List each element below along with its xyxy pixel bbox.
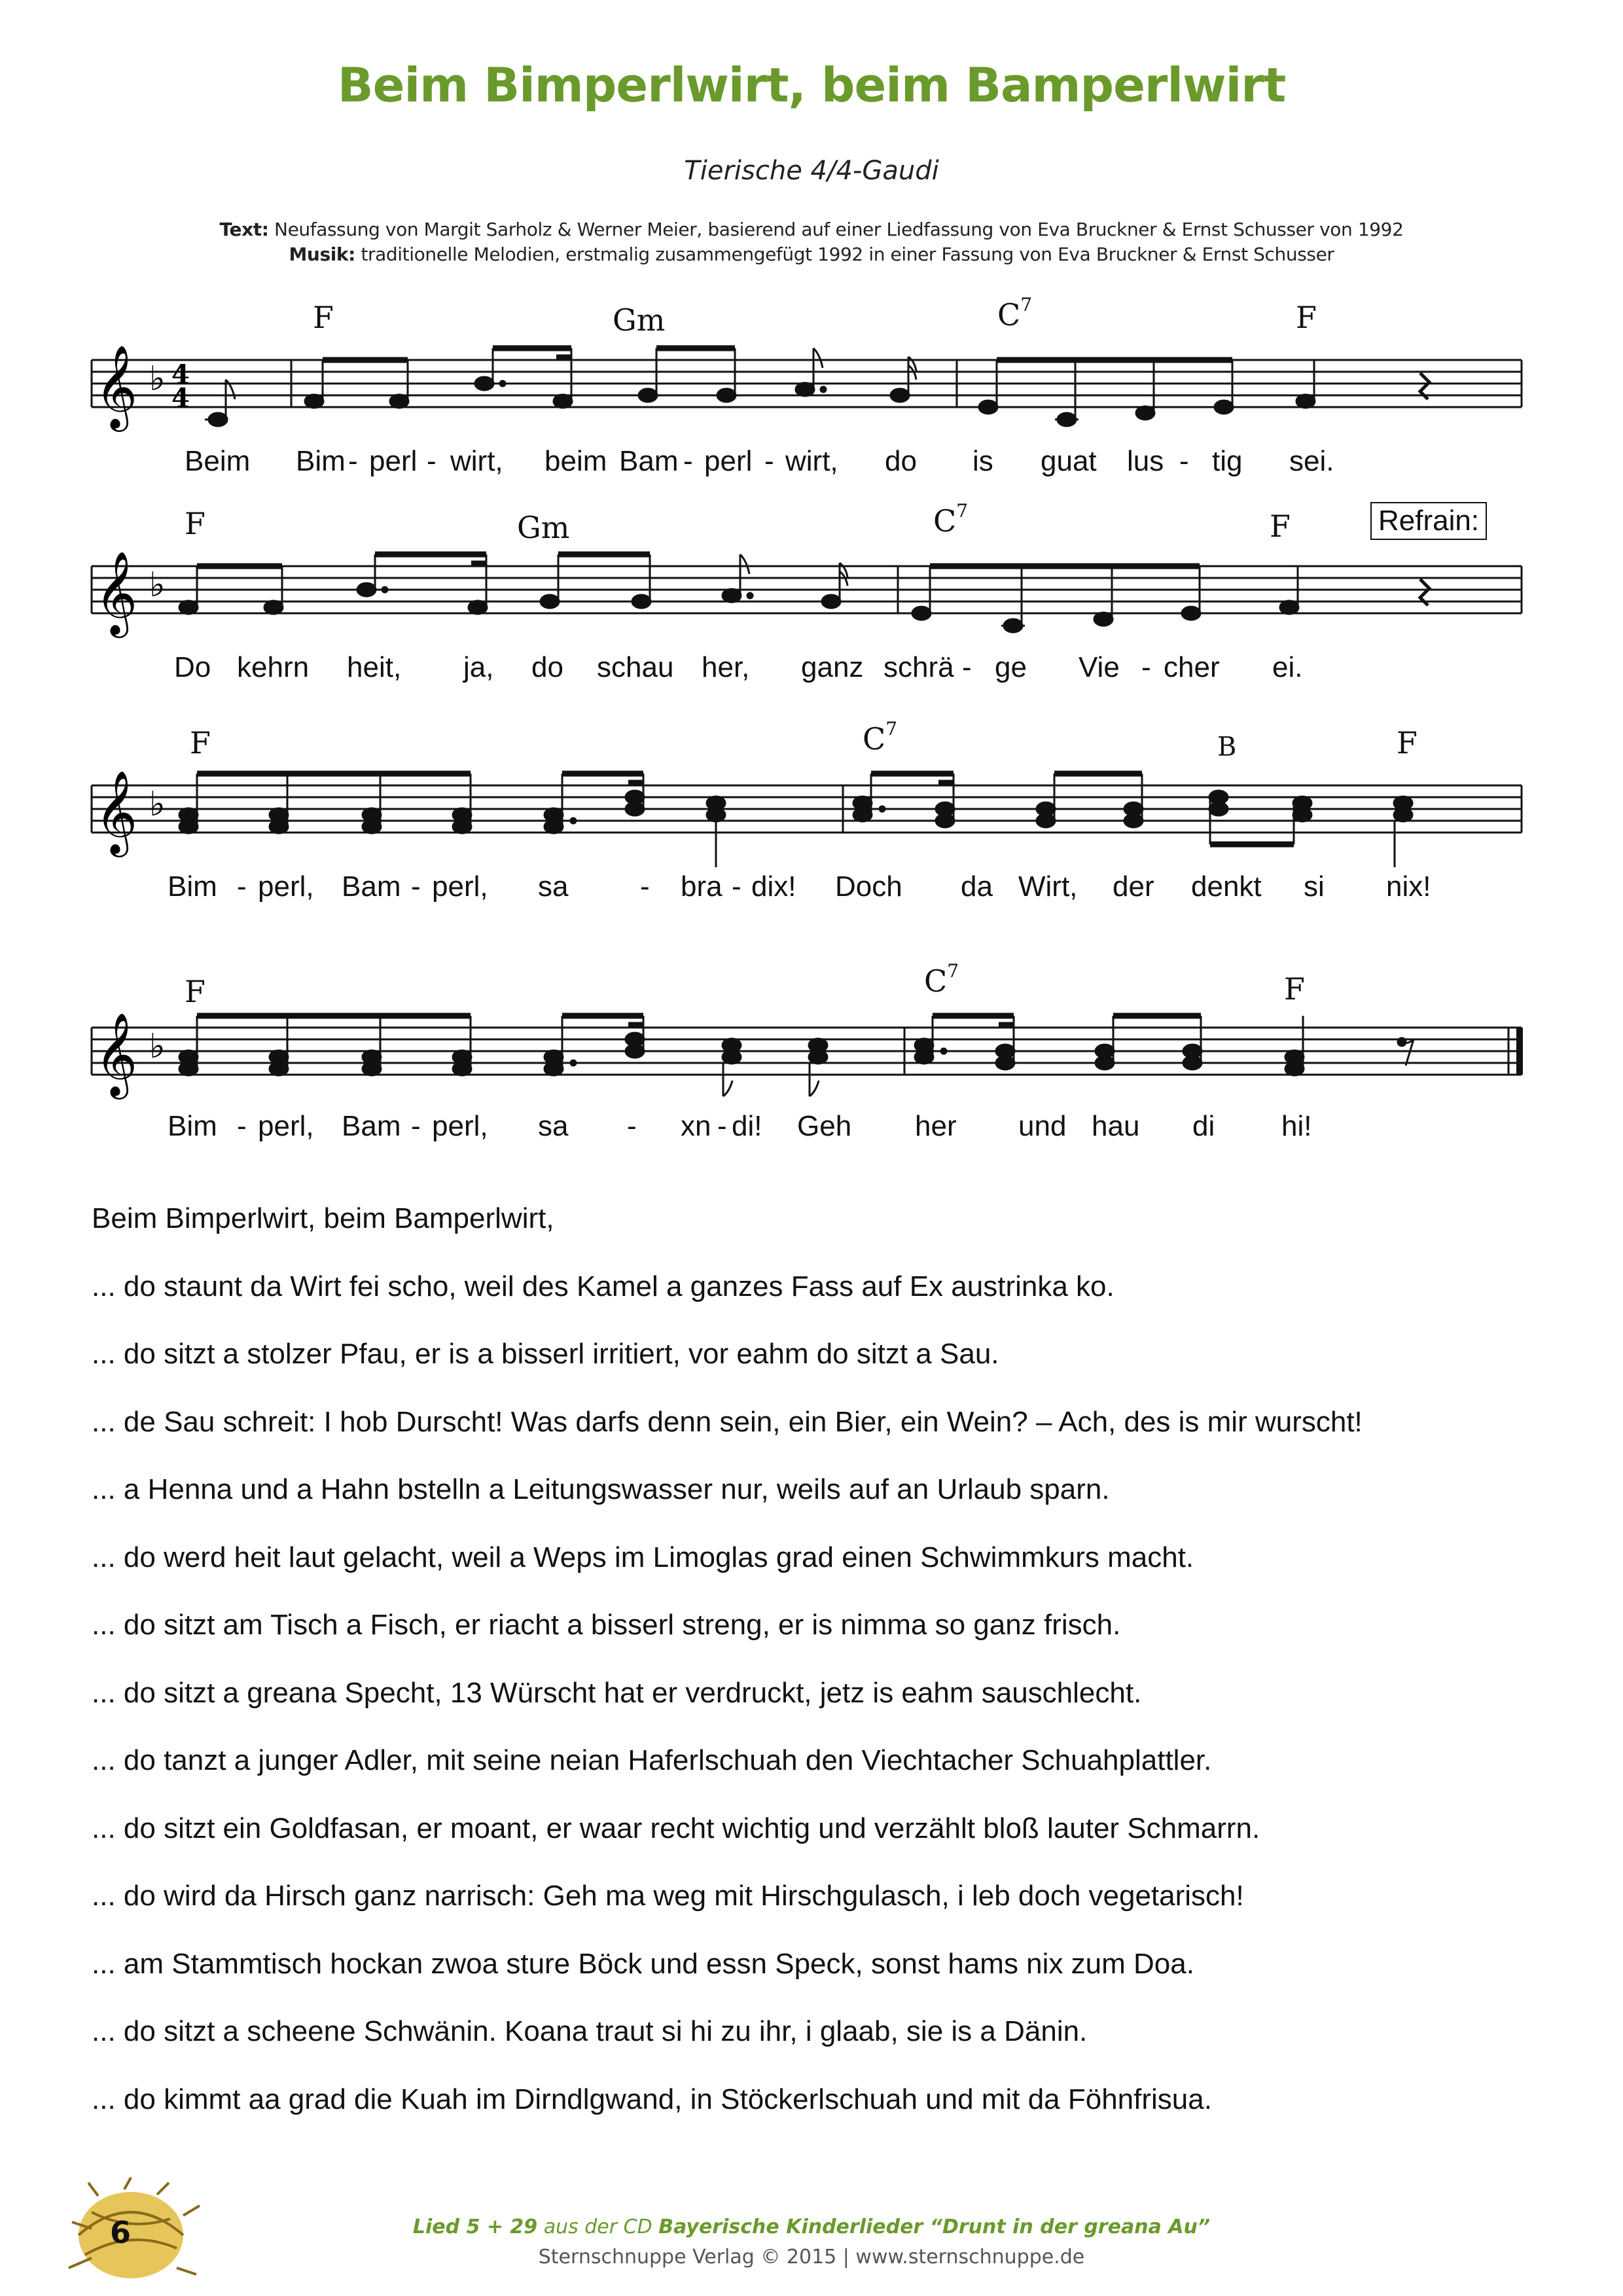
lyric: Beim bbox=[185, 445, 251, 477]
verse-line: ... a Henna und a Hahn bstelln a Leitungswasser nur, weils auf an Urlaub sparn. bbox=[92, 1473, 1110, 1505]
lyric: - bbox=[627, 1110, 637, 1142]
chord: $C^7$ bbox=[933, 499, 969, 539]
chord: $C^7$ bbox=[924, 960, 959, 999]
lyric: kehrn bbox=[237, 651, 310, 683]
lyric: di bbox=[1192, 1110, 1215, 1142]
lyric: beim bbox=[544, 445, 607, 477]
lyric: Bam bbox=[619, 445, 679, 477]
lyric: sa bbox=[538, 870, 569, 903]
verse-line: ... do sitzt a scheene Schwänin. Koana traut si hi zu ihr, i glaab, sie is a Dänin. bbox=[92, 2015, 1088, 2047]
lyric: perl, bbox=[258, 870, 314, 903]
lyric: hau bbox=[1092, 1110, 1140, 1142]
lyric: Doch bbox=[835, 870, 902, 903]
lyric: - bbox=[962, 651, 972, 683]
cd-reference: Lied 5 + 29 aus der CD Bayerische Kinderlieder “Drunt in der greana Au” bbox=[412, 2215, 1211, 2238]
music-credit: Musik: traditionelle Melodien, erstmalig zusammengefügt 1992 in einer Fassung von Eva Bruckner & Ernst Schusser bbox=[289, 243, 1334, 265]
lyric: lus bbox=[1127, 445, 1164, 477]
lyric: Bam bbox=[342, 1110, 401, 1142]
song-title: Beim Bimperlwirt, beim Bamperlwirt bbox=[337, 58, 1286, 113]
flat-icon: ♭ bbox=[149, 1027, 166, 1066]
lyric: Bim bbox=[168, 870, 217, 903]
lyric: - bbox=[411, 870, 421, 903]
lyric: wirt, bbox=[450, 445, 503, 477]
flat-icon: ♭ bbox=[149, 785, 166, 824]
lyric: - bbox=[348, 445, 358, 477]
verse-line: ... do sitzt a greana Specht, 13 Würscht hat er verdruckt, jetz is eahm sauschlecht. bbox=[92, 1676, 1142, 1709]
treble-clef-icon: 𝄞 bbox=[95, 1012, 138, 1096]
lyric: Geh bbox=[797, 1110, 852, 1142]
lyric: hi! bbox=[1281, 1110, 1312, 1142]
treble-clef-icon: 𝄞 bbox=[95, 344, 138, 428]
lyric: di! bbox=[732, 1110, 762, 1142]
lyric: guat bbox=[1041, 445, 1097, 477]
verse-list bbox=[92, 1199, 1571, 2147]
lyric: - bbox=[1141, 651, 1151, 683]
lyric: sei. bbox=[1289, 445, 1334, 477]
lyric: - bbox=[411, 1110, 421, 1142]
lyric: Do bbox=[174, 651, 211, 683]
lyric: nix! bbox=[1386, 870, 1431, 903]
verse-line: ... am Stammtisch hockan zwoa sture Böck und essn Speck, sonst hams nix zum Doa. bbox=[92, 1947, 1194, 1980]
lyric: cher bbox=[1164, 651, 1220, 683]
verse-line: ... de Sau schreit: I hob Durscht! Was darfs denn sein, ein Bier, ein Wein? – Ach, des is mir wurscht! bbox=[92, 1405, 1363, 1438]
lyric: tig bbox=[1212, 445, 1243, 477]
lyric: dix! bbox=[751, 870, 796, 903]
lyric: schrä bbox=[883, 651, 954, 683]
chord: F bbox=[1284, 971, 1305, 1007]
lyric: ganz bbox=[801, 651, 864, 683]
lyric: her bbox=[915, 1110, 957, 1142]
lyric: do bbox=[531, 651, 563, 683]
lyric: - bbox=[717, 1110, 727, 1142]
lyric: - bbox=[732, 870, 741, 903]
publisher: Sternschnuppe Verlag © 2015 | www.sternschnuppe.de bbox=[538, 2246, 1085, 2269]
chord: $C^7$ bbox=[997, 293, 1033, 332]
lyric: sa bbox=[538, 1110, 569, 1142]
verse-line: ... do sitzt ein Goldfasan, er moant, er waar recht wichtig und verzählt bloß lauter Schmarrn. bbox=[92, 1812, 1260, 1844]
lyric: ja, bbox=[463, 651, 494, 683]
chord: F bbox=[185, 506, 205, 541]
lyric: perl, bbox=[432, 870, 488, 903]
lyric: perl, bbox=[258, 1110, 314, 1142]
music-system-3 bbox=[0, 713, 1623, 910]
lyric: Vie bbox=[1079, 651, 1120, 683]
treble-clef-icon: 𝄞 bbox=[95, 770, 138, 853]
lyric: ge bbox=[995, 651, 1027, 683]
lyric: xn bbox=[681, 1110, 711, 1142]
chord: B bbox=[1217, 732, 1237, 762]
chord: F bbox=[190, 725, 211, 761]
lyric: - bbox=[764, 445, 774, 477]
page-number: 6 bbox=[109, 2215, 131, 2250]
svg-text:4: 4 bbox=[171, 359, 190, 390]
lyric: da bbox=[961, 870, 993, 903]
lyric: denkt bbox=[1191, 870, 1262, 903]
lyric: si bbox=[1304, 870, 1325, 903]
lyric: perl, bbox=[432, 1110, 488, 1142]
lyric: perl bbox=[369, 445, 418, 477]
chord: Gm bbox=[613, 302, 666, 338]
music-system-2 bbox=[0, 494, 1623, 691]
lyric: is bbox=[972, 445, 993, 477]
credits bbox=[0, 217, 1623, 267]
lyric: Bam bbox=[342, 870, 401, 903]
svg-text:4: 4 bbox=[171, 383, 190, 414]
lyric: perl bbox=[704, 445, 753, 477]
verse-line: ... do werd heit laut gelacht, weil a Weps im Limoglas grad einen Schwimmkurs macht. bbox=[92, 1541, 1194, 1573]
lyric: - bbox=[237, 870, 247, 903]
lyric: schau bbox=[597, 651, 674, 683]
chord: F bbox=[1397, 725, 1418, 761]
chord: F bbox=[185, 974, 205, 1009]
lyric: Bim bbox=[168, 1110, 217, 1142]
lyric: - bbox=[1179, 445, 1189, 477]
lyric: bra bbox=[681, 870, 722, 903]
verse-line: ... do tanzt a junger Adler, mit seine neian Haferlschuah den Viechtacher Schuahplattler. bbox=[92, 1744, 1212, 1776]
verse-line: ... do wird da Hirsch ganz narrisch: Geh ma weg mit Hirschgulasch, i leb doch vegetarisch! bbox=[92, 1880, 1244, 1912]
chord: F bbox=[313, 300, 334, 335]
treble-clef-icon: 𝄞 bbox=[95, 550, 138, 634]
chord: F bbox=[1270, 509, 1291, 544]
lyric: - bbox=[237, 1110, 247, 1142]
lyric: Bim bbox=[296, 445, 346, 477]
lyric: - bbox=[427, 445, 437, 477]
footer bbox=[0, 2212, 1623, 2272]
verse-line: ... do kimmt aa grad die Kuah im Dirndlgwand, in Stöckerlschuah und mit da Föhnfrisua. bbox=[92, 2083, 1212, 2115]
refrain-label: Refrain: bbox=[1370, 502, 1487, 540]
lyric: der bbox=[1113, 870, 1154, 903]
lyric: Wirt, bbox=[1018, 870, 1078, 903]
verse-line: Beim Bimperlwirt, beim Bamperlwirt, bbox=[92, 1202, 554, 1234]
music-system-1 bbox=[0, 288, 1623, 484]
lyric: ei. bbox=[1272, 651, 1303, 683]
flat-icon: ♭ bbox=[149, 359, 166, 399]
lyric: heit, bbox=[347, 651, 402, 683]
song-subtitle: Tierische 4/4-Gaudi bbox=[684, 156, 939, 186]
lyric: her, bbox=[702, 651, 750, 683]
lyric: wirt, bbox=[785, 445, 838, 477]
lyric: - bbox=[683, 445, 693, 477]
lyric: do bbox=[885, 445, 917, 477]
verse-line: ... do staunt da Wirt fei scho, weil des Kamel a ganzes Fass auf Ex austrinka ko. bbox=[92, 1270, 1115, 1302]
lyric: - bbox=[640, 870, 650, 903]
chord: $C^7$ bbox=[863, 717, 898, 757]
lyric: und bbox=[1018, 1110, 1067, 1142]
chord: Gm bbox=[517, 510, 570, 545]
chord: F bbox=[1296, 300, 1317, 335]
music-system-4 bbox=[0, 956, 1623, 1152]
text-credit: Text: Neufassung von Margit Sarholz & Werner Meier, basierend auf einer Liedfassung von Eva Bruckner & Ernst Schusser von 1992 bbox=[219, 219, 1404, 240]
verse-line: ... do sitzt am Tisch a Fisch, er riacht a bisserl streng, er is nimma so ganz frisch. bbox=[92, 1609, 1121, 1641]
flat-icon: ♭ bbox=[149, 565, 166, 605]
verse-line: ... do sitzt a stolzer Pfau, er is a bisserl irritiert, vor eahm do sitzt a Sau. bbox=[92, 1338, 999, 1370]
